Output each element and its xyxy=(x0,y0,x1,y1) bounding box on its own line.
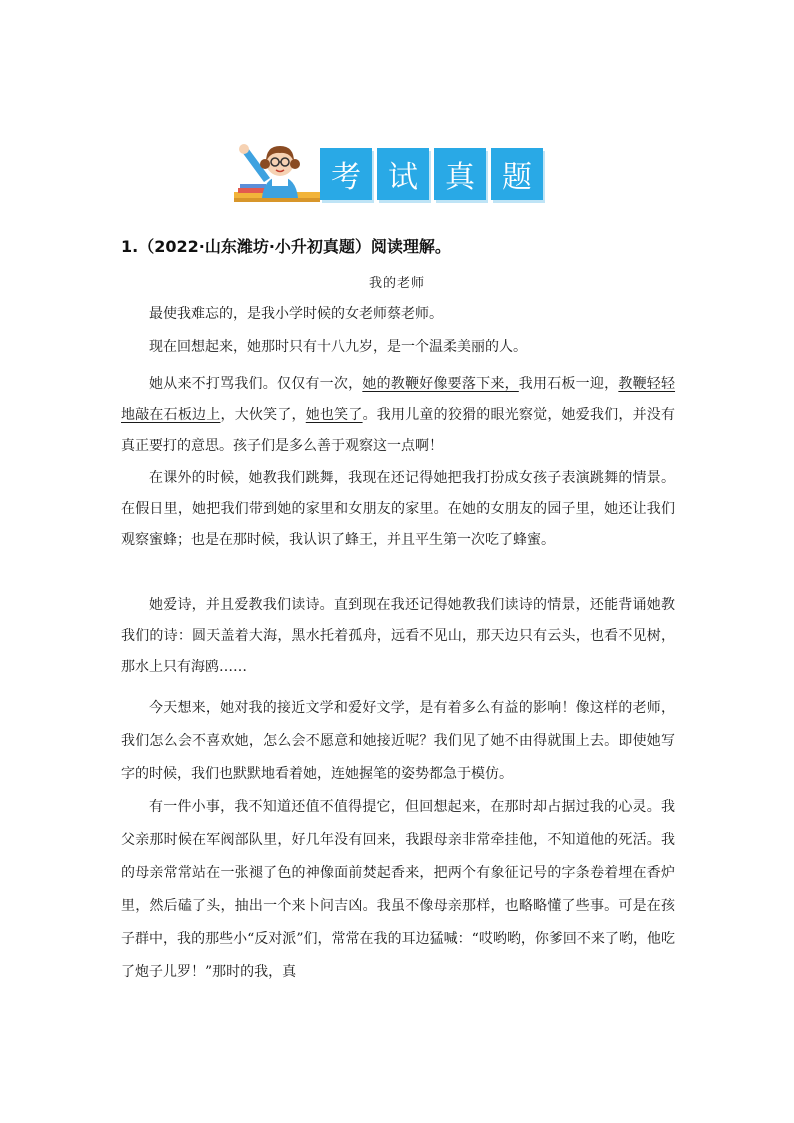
paragraph-3-text: 我用石板一迎， xyxy=(518,376,619,392)
paragraph-6: 今天想来，她对我的接近文学和爱好文学，是有着多么有益的影响！像这样的老师，我们怎么会不喜欢她，怎么会不愿意和她接近呢？我们见了她不由得就围上去。即使她写字的时候，我们也默默地看着她，连她握笔的姿势都急于模仿。 xyxy=(121,700,675,782)
underlined-phrase: 教鞭轻轻地敲在石板边上 xyxy=(121,376,676,423)
banner-char: 题 xyxy=(491,148,543,200)
paragraph-3-text: 。我用儿童的狡猾的眼光察觉，她爱我们，并没有真正要打的意思。孩子们是多么善于观察这一点啊！ xyxy=(121,407,676,454)
paragraph-3-text: 她从来不打骂我们。仅仅有一次， xyxy=(149,376,363,392)
banner-tiles xyxy=(320,148,543,200)
banner-char: 考 xyxy=(320,148,372,200)
banner-char: 试 xyxy=(377,148,429,200)
paragraph-3-text: ，大伙笑了， xyxy=(220,407,306,423)
question-title: 1.（2022·山东潍坊·小升初真题）阅读理解。 xyxy=(121,237,451,256)
underlined-phrase: 她的教鞭好像要落下来， xyxy=(362,376,519,392)
article-title: 我的老师 xyxy=(368,276,425,291)
student-illustration xyxy=(228,142,320,206)
paragraph-3 xyxy=(121,369,675,462)
paragraph-4: 在课外的时候，她教我们跳舞，我现在还记得她把我打扮成女孩子表演跳舞的情景。在假日里，她把我们带到她的家里和女朋友的家里。在她的女朋友的园子里，她还让我们观察蜜蜂；也是在那时候，我认识了蜂王，并且平生第一次吃了蜂蜜。 xyxy=(121,470,675,548)
paragraph-5: 她爱诗，并且爱教我们读诗。直到现在我还记得她教我们读诗的情景，还能背诵她教我们的诗：圆天盖着大海，黑水托着孤舟，远看不见山，那天边只有云头，也看不见树，那水上只有海鸥…… xyxy=(121,597,675,675)
banner-char: 真 xyxy=(434,148,486,200)
underlined-phrase: 她也笑了 xyxy=(305,407,363,423)
paragraph-7: 有一件小事，我不知道还值不值得提它，但回想起来，在那时却占据过我的心灵。我父亲那时候在军阀部队里，好几年没有回来，我跟母亲非常牵挂他，不知道他的死活。我的母亲常常站在一张褪了色的神像面前焚起香来，把两个有象征记号的字条卷着埋在香炉里，然后磕了头，抽出一个来卜问吉凶。我虽不像母亲那样，也略略懂了些事。可是在孩子群中，我的那些小“反对派”们，常常在我的耳边猛喊：“哎哟哟，你爹回不来了哟，他吃了炮子儿罗！”那时的我，真 xyxy=(121,799,675,980)
paragraph-2: 现在回想起来，她那时只有十八九岁，是一个温柔美丽的人。 xyxy=(149,339,527,355)
paragraph-1: 最使我难忘的，是我小学时候的女老师蔡老师。 xyxy=(149,306,443,322)
exam-banner xyxy=(228,142,558,210)
